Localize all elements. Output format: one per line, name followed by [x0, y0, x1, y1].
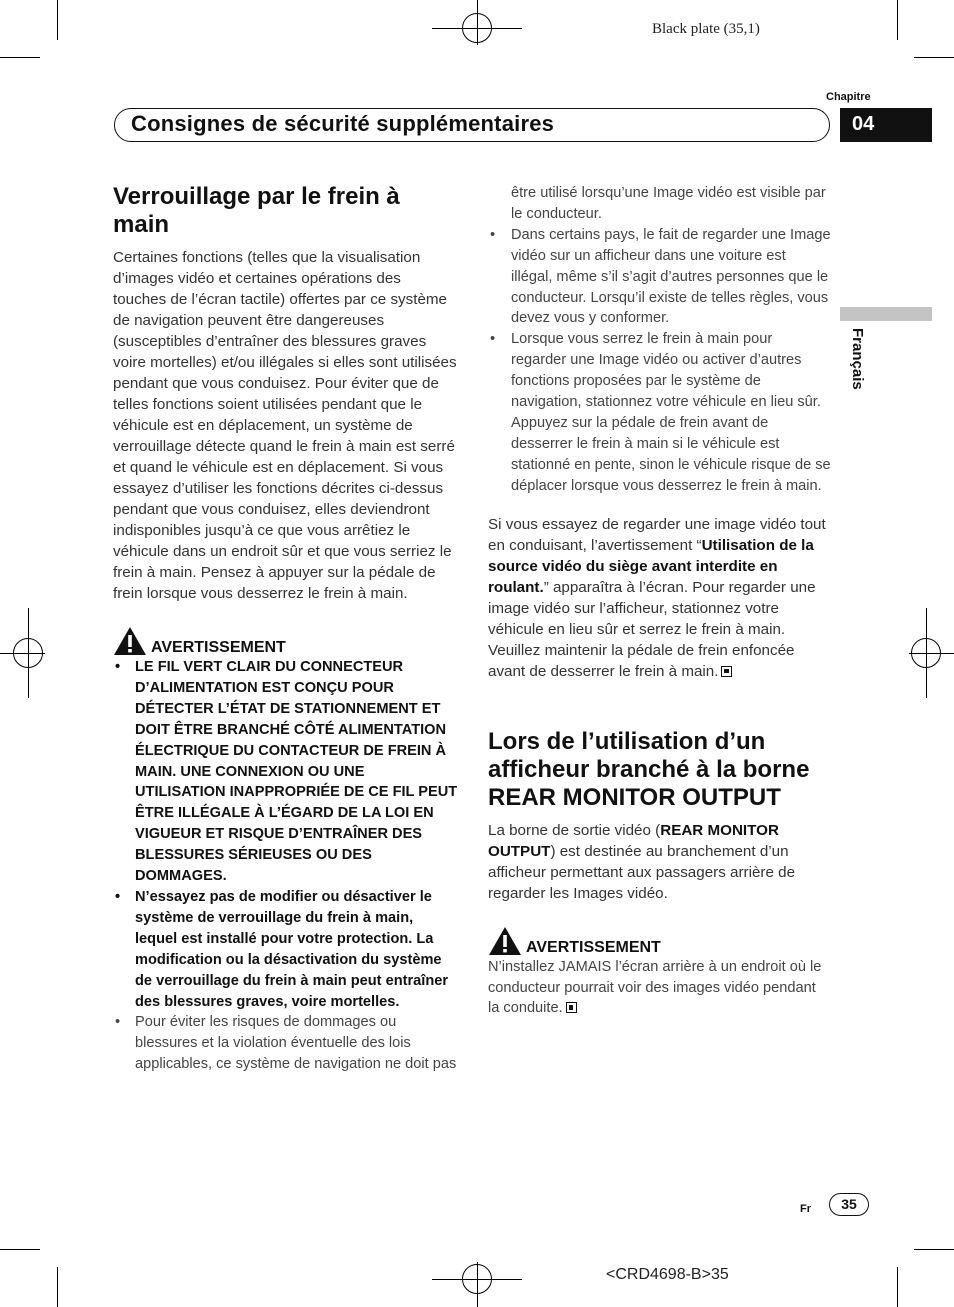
- warning-block: [488, 926, 831, 1020]
- warning-list: [113, 657, 458, 1075]
- chapter-label: Chapitre: [826, 91, 871, 103]
- crop-mark: [914, 1249, 954, 1250]
- text-run: N’installez JAMAIS l’écran arrière à un endroit où le conducteur pourrait voir des images vidéo pendant la conduite.: [488, 958, 822, 1017]
- chapter-number: 04: [852, 113, 875, 135]
- warning-item: • LE FIL VERT CLAIR DU CONNECTEUR D’ALIMENTATION EST CONÇU POUR DÉTECTER L’ÉTAT DE STATIONNEMENT ET DOIT ÊTRE BRANCHÉ CÔTÉ ALIMENTATION ÉLECTRIQUE DU CONTACTEUR DE FREIN À MAIN. UNE CONNEXION OU UNE UTILISATION INAPPROPRIÉE DE CE FIL PEUT ÊTRE ILLÉGALE À L’ÉGARD DE LA LOI EN VIGUEUR ET RISQUE D’ENTRAÎNER DES BLESSURES SÉRIEUSES OU DES DOMMAGES.: [113, 657, 458, 887]
- left-column: [113, 183, 458, 1075]
- crop-mark: [897, 1267, 898, 1307]
- chapter-title: Consignes de sécurité supplémentaires: [131, 111, 555, 136]
- text-run: Si vous essayez de regarder une image vidéo tout en conduisant, l’avertissement “: [488, 515, 826, 554]
- warning-header: [488, 926, 831, 957]
- section-heading: Verrouillage par le frein à main: [113, 183, 400, 238]
- language-tab-bar: [840, 307, 932, 321]
- warning-item: • Pour éviter les risques de dommages ou blessures et la violation éventuelle des lois applicables, ce système de navigation ne doit pas: [113, 1012, 458, 1075]
- warning-list-continued: [488, 183, 831, 497]
- warning-triangle-icon: [488, 926, 522, 956]
- page-number: 35: [829, 1193, 869, 1216]
- interlock-paragraph: [488, 514, 831, 682]
- right-column: [488, 183, 831, 1019]
- crop-mark: [914, 57, 954, 58]
- list-item: être utilisé lorsqu’une Image vidéo est visible par le conducteur.: [511, 185, 826, 222]
- language-tab: [828, 328, 888, 408]
- end-of-section-icon: [721, 666, 732, 677]
- language-code: Fr: [800, 1203, 811, 1215]
- warning-title: AVERTISSEMENT: [526, 938, 661, 956]
- chapter-number-box: [840, 108, 932, 142]
- warning-triangle-icon: [113, 626, 147, 656]
- text-run: ) est destinée au branchement d’un afficheur permettant aux passagers arrière de regarder les Images vidéo.: [488, 842, 796, 902]
- crop-mark: [0, 57, 40, 58]
- warning-block: [113, 626, 458, 1075]
- warning-item: • N’essayez pas de modifier ou désactiver le système de verrouillage du frein à main, lequel est installé pour votre protection. La modification ou la désactivation du système de verrouillage du frein à main peut entraîner des blessures graves, voire mortelles.: [113, 887, 458, 1012]
- on-screen-warning-text: Utilisation de la source vidéo du siège avant interdite en roulant.: [488, 536, 814, 596]
- list-item: • Dans certains pays, le fait de regarder une Image vidéo sur un afficheur dans une voiture est illégal, même s’il s’agit d’autres personnes que le conducteur. Lorsqu’il existe de telles règles, vous devez vous y conformer.: [488, 225, 831, 330]
- crop-mark: [57, 1267, 58, 1307]
- text-run: La borne de sortie vidéo (: [488, 821, 661, 839]
- warning-title: AVERTISSEMENT: [151, 639, 286, 656]
- plate-label: Black plate (35,1): [652, 21, 760, 37]
- crop-mark: [0, 1249, 40, 1250]
- document-code: <CRD4698-B>35: [606, 1266, 729, 1283]
- end-of-section-icon: [566, 1002, 577, 1013]
- text-run: ” apparaîtra à l’écran. Pour regarder une image vidéo sur l’afficheur, stationnez votre véhicule en lieu sûr et serrez le frein à main. Veuillez maintenir la pédale de frein enfoncée avant de desserrer le frein à main.: [488, 578, 816, 680]
- list-item: • Lorsque vous serrez le frein à main pour regarder une Image vidéo ou activer d’autres fonctions proposées par le système de navigation, stationnez votre véhicule en lieu sûr. Appuyez sur la pédale de frein avant de desserrer le frein à main si le véhicule est stationné en pente, sinon le véhicule risque de se déplacer lorsque vous desserrez le frein à main.: [488, 329, 831, 496]
- intro-paragraph: Certaines fonctions (telles que la visualisation d’images vidéo et certaines opérations des touches de l’écran tactile) offertes par ce système de navigation peuvent être dangereuses (susceptibles d’entraîner des blessures graves voire mortelles) et/ou illégales si elles sont utilisées pendant que vous conduisez. Pour éviter que de telles fonctions soient utilisées pendant que le véhicule est en déplacement, un système de verrouillage détecte quand le frein à main est serré et quand le véhicule est en déplacement. Si vous essayez d’utiliser les fonctions décrites ci-dessus pendant que vous conduisez, elles deviendront indisponibles jusqu’à ce que vous arrêtiez le véhicule dans un endroit sûr et que vous serriez le frein à main. Pensez à appuyer sur la pédale de frein lorsque vous desserrez le frein à main.: [113, 249, 457, 602]
- crop-mark: [897, 0, 898, 40]
- terminal-name: REAR MONITOR OUTPUT: [488, 821, 779, 860]
- rear-monitor-paragraph: [488, 820, 831, 904]
- section-heading: Lors de l’utilisation d’un afficheur branché à la borne REAR MONITOR OUTPUT: [488, 727, 810, 811]
- language-tab-label: Français: [849, 328, 866, 390]
- warning-header: [113, 626, 458, 657]
- crop-mark: [57, 0, 58, 40]
- warning-text: [488, 957, 831, 1020]
